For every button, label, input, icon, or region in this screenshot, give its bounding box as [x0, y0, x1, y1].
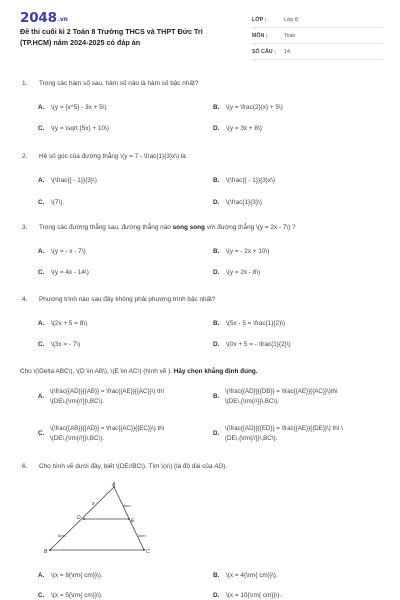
side-ab	[50, 487, 114, 550]
info-label: LỚP :	[252, 17, 267, 23]
option-d[interactable]	[213, 592, 281, 599]
option-text-line2: \(DE\,{\rm{//}}\,BC\).	[225, 398, 279, 405]
option-text-line1: \(\frac{{AD}}{{ED}} = \frac{{AE}}{{DE}}\) thì \	[225, 425, 343, 432]
option-d[interactable]	[213, 199, 262, 206]
point-b	[49, 549, 51, 551]
option-a[interactable]	[38, 177, 97, 184]
label-ec-length: 4cm	[138, 533, 146, 538]
option-text: \(y = 4x - 14\)	[51, 269, 89, 276]
option-d[interactable]	[213, 424, 393, 448]
option-b[interactable]	[213, 248, 269, 255]
option-text-line2: (DE\,{\rm{//}}\,BC\).	[225, 435, 278, 442]
label-db-length: 5cm	[58, 533, 66, 538]
option-text-line2: \(DE\,{\rm{//}}\,BC\).	[50, 435, 104, 442]
info-row-subject	[252, 30, 382, 44]
question-text: Phương trình nào sau đây không phải phương trình bậc nhất?	[39, 296, 216, 303]
option-text: \(x = 10{\rm{ cm}}\).	[226, 592, 282, 599]
option-c[interactable]	[38, 269, 89, 276]
option-text: \(x = 8{\rm{ cm}}\).	[51, 572, 103, 579]
option-b[interactable]	[213, 177, 275, 184]
option-c[interactable]	[38, 341, 80, 348]
info-label: MÔN :	[252, 33, 268, 39]
question-text-italic: AD	[214, 463, 224, 470]
option-letter: C.	[38, 341, 45, 348]
info-value: Toán	[284, 33, 296, 39]
question-number: 3.	[22, 224, 28, 231]
option-d[interactable]	[213, 269, 260, 276]
option-letter: D.	[213, 269, 220, 276]
option-text	[225, 387, 338, 407]
option-b[interactable]	[213, 572, 278, 579]
option-letter: D.	[213, 199, 220, 206]
option-text: \(y = {x^5} - 3x + 5\)	[51, 104, 107, 111]
exam-title-line1: Đề thi cuối kì 2 Toán 8 Trường THCS và THPT Đức Trí	[20, 27, 203, 36]
label-e: E	[131, 518, 135, 524]
option-b[interactable]	[213, 104, 283, 111]
option-text-line2: \(DE\,{\rm{//}}\,BC\).	[50, 398, 104, 405]
info-row-count	[252, 46, 382, 60]
option-text	[225, 424, 343, 444]
option-text	[50, 387, 164, 407]
option-letter: A.	[38, 572, 45, 579]
question-5-stem	[20, 368, 258, 375]
option-letter: C.	[38, 430, 45, 437]
option-text: \(y = 3x + 8\)	[226, 125, 262, 132]
option-b[interactable]	[213, 387, 393, 411]
question-number: 2.	[22, 153, 28, 160]
option-text-line1: \(\frac{{AD}}{{DB}} = \frac{{AE}}{{AC}}\)thì	[225, 388, 338, 395]
option-text: \(3x = - 7\)	[51, 341, 81, 348]
label-ae-length: 4cm	[123, 503, 131, 508]
option-text-line1: \(\frac{{AD}}{{AB}} = \frac{{AE}}{{AC}}\) thì	[50, 388, 165, 395]
option-text: \(y = - 2x + 10\)	[226, 248, 270, 255]
option-c[interactable]	[38, 125, 109, 132]
option-letter: A.	[38, 104, 45, 111]
question-text-pre: Cho hình vẽ dưới đây, biết \(DE//BC\). Tìm \(x\) (là độ dài của	[39, 463, 215, 470]
info-value: 14	[284, 49, 290, 55]
label-c: C	[146, 549, 150, 555]
option-text: \(y = \frac{2}{x} + 5\)	[226, 104, 283, 111]
option-letter: D.	[213, 125, 220, 132]
option-letter: A.	[38, 177, 45, 184]
question-stem	[22, 80, 198, 87]
option-a[interactable]	[38, 572, 103, 579]
option-b[interactable]	[213, 320, 285, 327]
info-row-class	[252, 14, 382, 28]
option-text: \(\frac{1}{3}\)	[226, 199, 262, 206]
point-c	[143, 549, 145, 551]
option-c[interactable]	[38, 199, 64, 206]
option-text: \(2x + 5 = 8\)	[51, 320, 88, 327]
option-text: \(5x - 5 = \frac{1}{2}\)	[226, 320, 286, 327]
option-d[interactable]	[213, 341, 291, 348]
option-text: \(x = 4{\rm{ cm}}\).	[226, 572, 278, 579]
option-c[interactable]	[38, 424, 213, 448]
option-letter: C.	[38, 269, 45, 276]
option-letter: C.	[38, 592, 45, 599]
option-letter: B.	[213, 320, 220, 327]
question-stem	[22, 296, 215, 303]
label-d: D	[77, 515, 81, 521]
option-letter: B.	[213, 572, 220, 579]
option-d[interactable]	[213, 125, 262, 132]
point-e	[128, 518, 130, 520]
question-number: 6.	[22, 463, 28, 470]
question-number: 4.	[22, 296, 28, 303]
question-stem	[22, 153, 186, 160]
option-text: \(y = - x - 7\)	[51, 248, 86, 255]
option-text: \(\frac{{ - 1}}{3}\)	[51, 177, 97, 184]
option-a[interactable]	[38, 320, 87, 327]
site-logo[interactable]	[20, 10, 68, 26]
question-text: Trong các hàm số sau, hàm số nào là hàm số bậc nhất?	[39, 80, 199, 87]
option-letter: D.	[213, 341, 220, 348]
question-stem	[22, 224, 296, 231]
exam-title	[20, 26, 235, 48]
label-a: A	[112, 482, 116, 488]
option-c[interactable]	[38, 592, 103, 599]
info-label: SỐ CÂU :	[252, 49, 276, 55]
option-letter: B.	[213, 177, 220, 184]
option-letter: D.	[213, 592, 220, 599]
option-letter: C.	[38, 199, 45, 206]
point-d	[83, 518, 85, 520]
option-letter: A.	[38, 248, 45, 255]
option-a[interactable]	[38, 387, 213, 411]
option-text: \(y = \sqrt {5x} + 10\)	[51, 125, 109, 132]
option-a[interactable]	[38, 248, 86, 255]
triangle-figure	[40, 482, 170, 562]
option-text: \(x = 5{\rm{ cm}}\).	[51, 592, 103, 599]
option-text-line1: \(\frac{{AB}}{{AD}} = \frac{{AC}}{{EC}}\) thì	[50, 425, 165, 432]
logo-suffix: .vn	[57, 16, 68, 23]
question-stem	[22, 463, 227, 470]
question-number: 1.	[22, 80, 28, 87]
option-text	[50, 424, 164, 444]
exam-info-panel	[252, 14, 382, 60]
option-text: \(0x + 5 = - \frac{1}{2}\)	[226, 341, 291, 348]
option-letter: C.	[38, 125, 45, 132]
option-text: \(y = 2x - 8\)	[226, 269, 261, 276]
question-text-pre: Trong các đường thẳng sau, đường thẳng nào	[39, 224, 173, 231]
question-text: Hệ số góc của đường thẳng \(y = 7 - \frac{1}{3}x\) là	[39, 153, 186, 160]
option-letter: B.	[213, 104, 220, 111]
option-a[interactable]	[38, 104, 107, 111]
question-text-post: với đường thẳng \(y = 2x - 7\) ?	[204, 224, 296, 231]
option-letter: A.	[38, 393, 45, 400]
info-value: Lớp 8	[284, 17, 298, 23]
label-b: B	[44, 549, 48, 555]
page-header	[0, 0, 400, 62]
question-text-emphasis: song song	[172, 224, 205, 231]
option-letter: A.	[38, 320, 45, 327]
option-letter: D.	[213, 430, 220, 437]
label-x: x	[92, 501, 95, 507]
option-text: \(7\).	[51, 199, 65, 206]
option-letter: B.	[213, 248, 220, 255]
question-text-emphasis: Hãy chọn khẳng định đúng.	[173, 368, 258, 375]
option-text: \(\frac{{ - 1}}{3}x\)	[226, 177, 276, 184]
exam-title-line2: (TP.HCM) năm 2024-2025 có đáp án	[20, 38, 141, 47]
question-text-pre: Cho \(\Delta ABC\), \(D \in AB\), \(E \in AC\) (hình vẽ ).	[20, 368, 174, 375]
question-text-post: ).	[223, 463, 227, 470]
logo-text: 2048	[20, 10, 57, 26]
option-letter: B.	[213, 393, 220, 400]
